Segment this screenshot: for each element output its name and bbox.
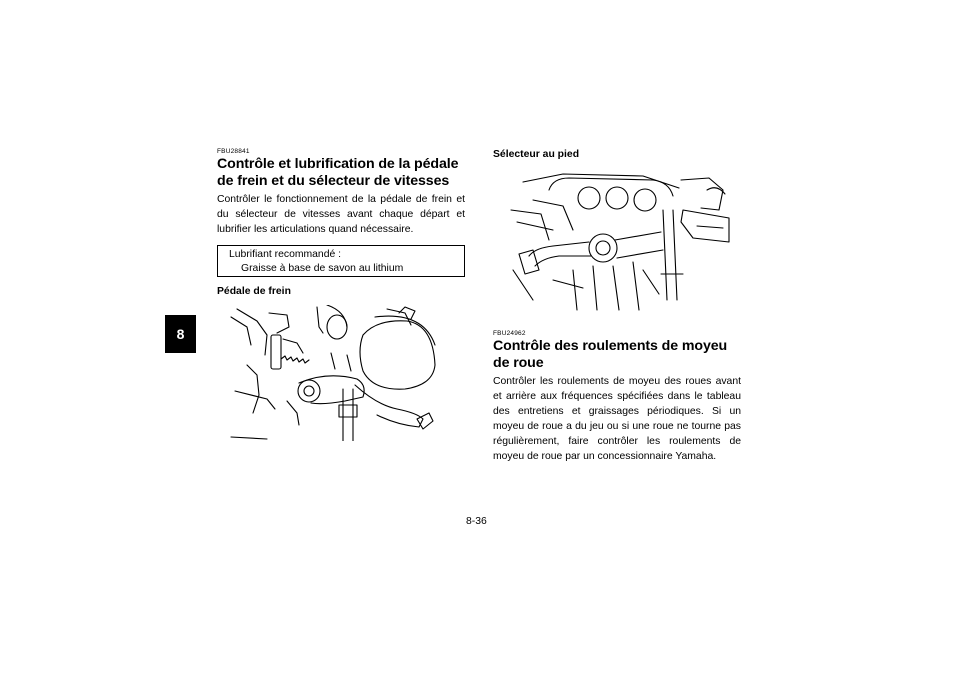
brake-pedal-subhead: Pédale de frein bbox=[217, 286, 291, 297]
note-label: Lubrifiant recommandé : bbox=[229, 249, 342, 260]
section-body: Contrôler le fonctionnement de la pédale de frein et du sélecteur de vitesses avant chaque départ et lubrifier les articulations quand nécessaire. bbox=[217, 194, 465, 235]
section-code: FBU28841 bbox=[217, 148, 250, 155]
section-code: FBU24962 bbox=[493, 330, 526, 337]
section-title: Contrôle et lubrification de la pédale de frein et du sélecteur de vitesses bbox=[217, 156, 459, 189]
section-title: Contrôle des roulements de moyeu de roue bbox=[493, 338, 728, 371]
chapter-tab: 8 bbox=[165, 315, 196, 353]
lubricant-note bbox=[217, 245, 465, 277]
shift-pedal-subhead: Sélecteur au pied bbox=[493, 149, 580, 160]
left-column bbox=[217, 148, 465, 441]
section-body: Contrôler les roulements de moyeu des roues avant et arrière aux fréquences spécifiées dans le tableau des entretiens et graissages périodiques. Si un moyeu de roue a du jeu ou si une roue ne tourne pas régulièrement, faire contrôler les roulements de moyeu de roue par un concessionnaire Yamaha. bbox=[493, 376, 741, 462]
shift-pedal-illustration bbox=[493, 170, 733, 312]
brake-pedal-illustration bbox=[227, 305, 437, 441]
page-number: 8-36 bbox=[466, 516, 487, 527]
right-column bbox=[493, 148, 741, 464]
note-value: Graisse à base de savon au lithium bbox=[241, 263, 404, 274]
